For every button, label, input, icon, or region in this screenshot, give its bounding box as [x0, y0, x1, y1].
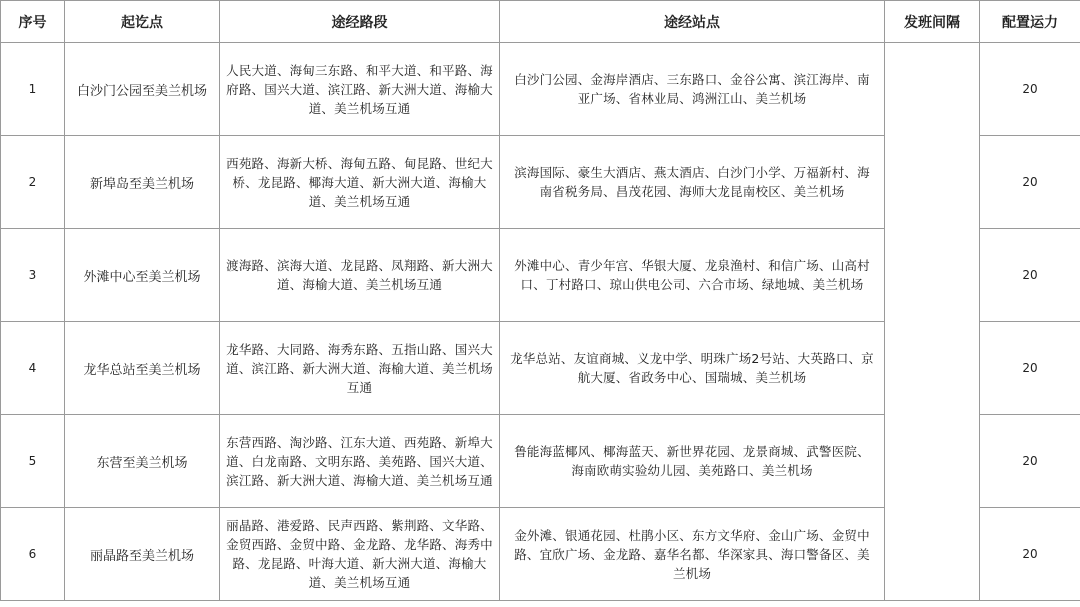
stops: 鲁能海蓝椰风、椰海蓝天、新世界花园、龙景商城、武警医院、海南欧萌实验幼儿园、美苑路口、美兰机场 [500, 415, 885, 508]
header-stops: 途经站点 [500, 1, 885, 43]
interval-cell [885, 43, 980, 601]
row-index: 5 [1, 415, 65, 508]
route-segments: 西苑路、海新大桥、海甸五路、甸昆路、世纪大桥、龙昆路、椰海大道、新大洲大道、海榆大道、美兰机场互通 [220, 136, 500, 229]
table-row [1, 43, 1080, 136]
origin-destination: 丽晶路至美兰机场 [65, 508, 220, 601]
capacity: 20 [980, 136, 1080, 229]
stops: 金外滩、银通花园、杜鹃小区、东方文华府、金山广场、金贸中路、宜欣广场、金龙路、嘉华名都、华深家具、海口警备区、美兰机场 [500, 508, 885, 601]
row-index: 6 [1, 508, 65, 601]
route-segments: 丽晶路、港爱路、民声西路、紫荆路、文华路、金贸西路、金贸中路、金龙路、龙华路、海秀中路、龙昆路、叶海大道、新大洲大道、海榆大道、美兰机场互通 [220, 508, 500, 601]
stops: 龙华总站、友谊商城、义龙中学、明珠广场2号站、大英路口、京航大厦、省政务中心、国瑞城、美兰机场 [500, 322, 885, 415]
row-index: 2 [1, 136, 65, 229]
header-index: 序号 [1, 1, 65, 43]
route-segments: 龙华路、大同路、海秀东路、五指山路、国兴大道、滨江路、新大洲大道、海榆大道、美兰机场互通 [220, 322, 500, 415]
row-index: 3 [1, 229, 65, 322]
header-route-segments: 途经路段 [220, 1, 500, 43]
origin-destination: 白沙门公园至美兰机场 [65, 43, 220, 136]
capacity: 20 [980, 415, 1080, 508]
stops: 滨海国际、豪生大酒店、燕太酒店、白沙门小学、万福新村、海南省税务局、昌茂花园、海师大龙昆南校区、美兰机场 [500, 136, 885, 229]
origin-destination: 新埠岛至美兰机场 [65, 136, 220, 229]
header-origin-destination: 起讫点 [65, 1, 220, 43]
row-index: 1 [1, 43, 65, 136]
header-interval: 发班间隔 [885, 1, 980, 43]
route-segments: 人民大道、海甸三东路、和平大道、和平路、海府路、国兴大道、滨江路、新大洲大道、海榆大道、美兰机场互通 [220, 43, 500, 136]
header-capacity: 配置运力 [980, 1, 1080, 43]
row-index: 4 [1, 322, 65, 415]
capacity: 20 [980, 229, 1080, 322]
capacity: 20 [980, 322, 1080, 415]
header-row [1, 1, 1080, 43]
route-segments: 渡海路、滨海大道、龙昆路、凤翔路、新大洲大道、海榆大道、美兰机场互通 [220, 229, 500, 322]
stops: 外滩中心、青少年宫、华银大厦、龙泉渔村、和信广场、山高村口、丁村路口、琼山供电公司、六合市场、绿地城、美兰机场 [500, 229, 885, 322]
route-segments: 东营西路、淘沙路、江东大道、西苑路、新埠大道、白龙南路、文明东路、美苑路、国兴大道、滨江路、新大洲大道、海榆大道、美兰机场互通 [220, 415, 500, 508]
origin-destination: 龙华总站至美兰机场 [65, 322, 220, 415]
capacity: 20 [980, 43, 1080, 136]
stops: 白沙门公园、金海岸酒店、三东路口、金谷公寓、滨江海岸、南亚广场、省林业局、鸿洲江山、美兰机场 [500, 43, 885, 136]
capacity: 20 [980, 508, 1080, 601]
origin-destination: 东营至美兰机场 [65, 415, 220, 508]
origin-destination: 外滩中心至美兰机场 [65, 229, 220, 322]
